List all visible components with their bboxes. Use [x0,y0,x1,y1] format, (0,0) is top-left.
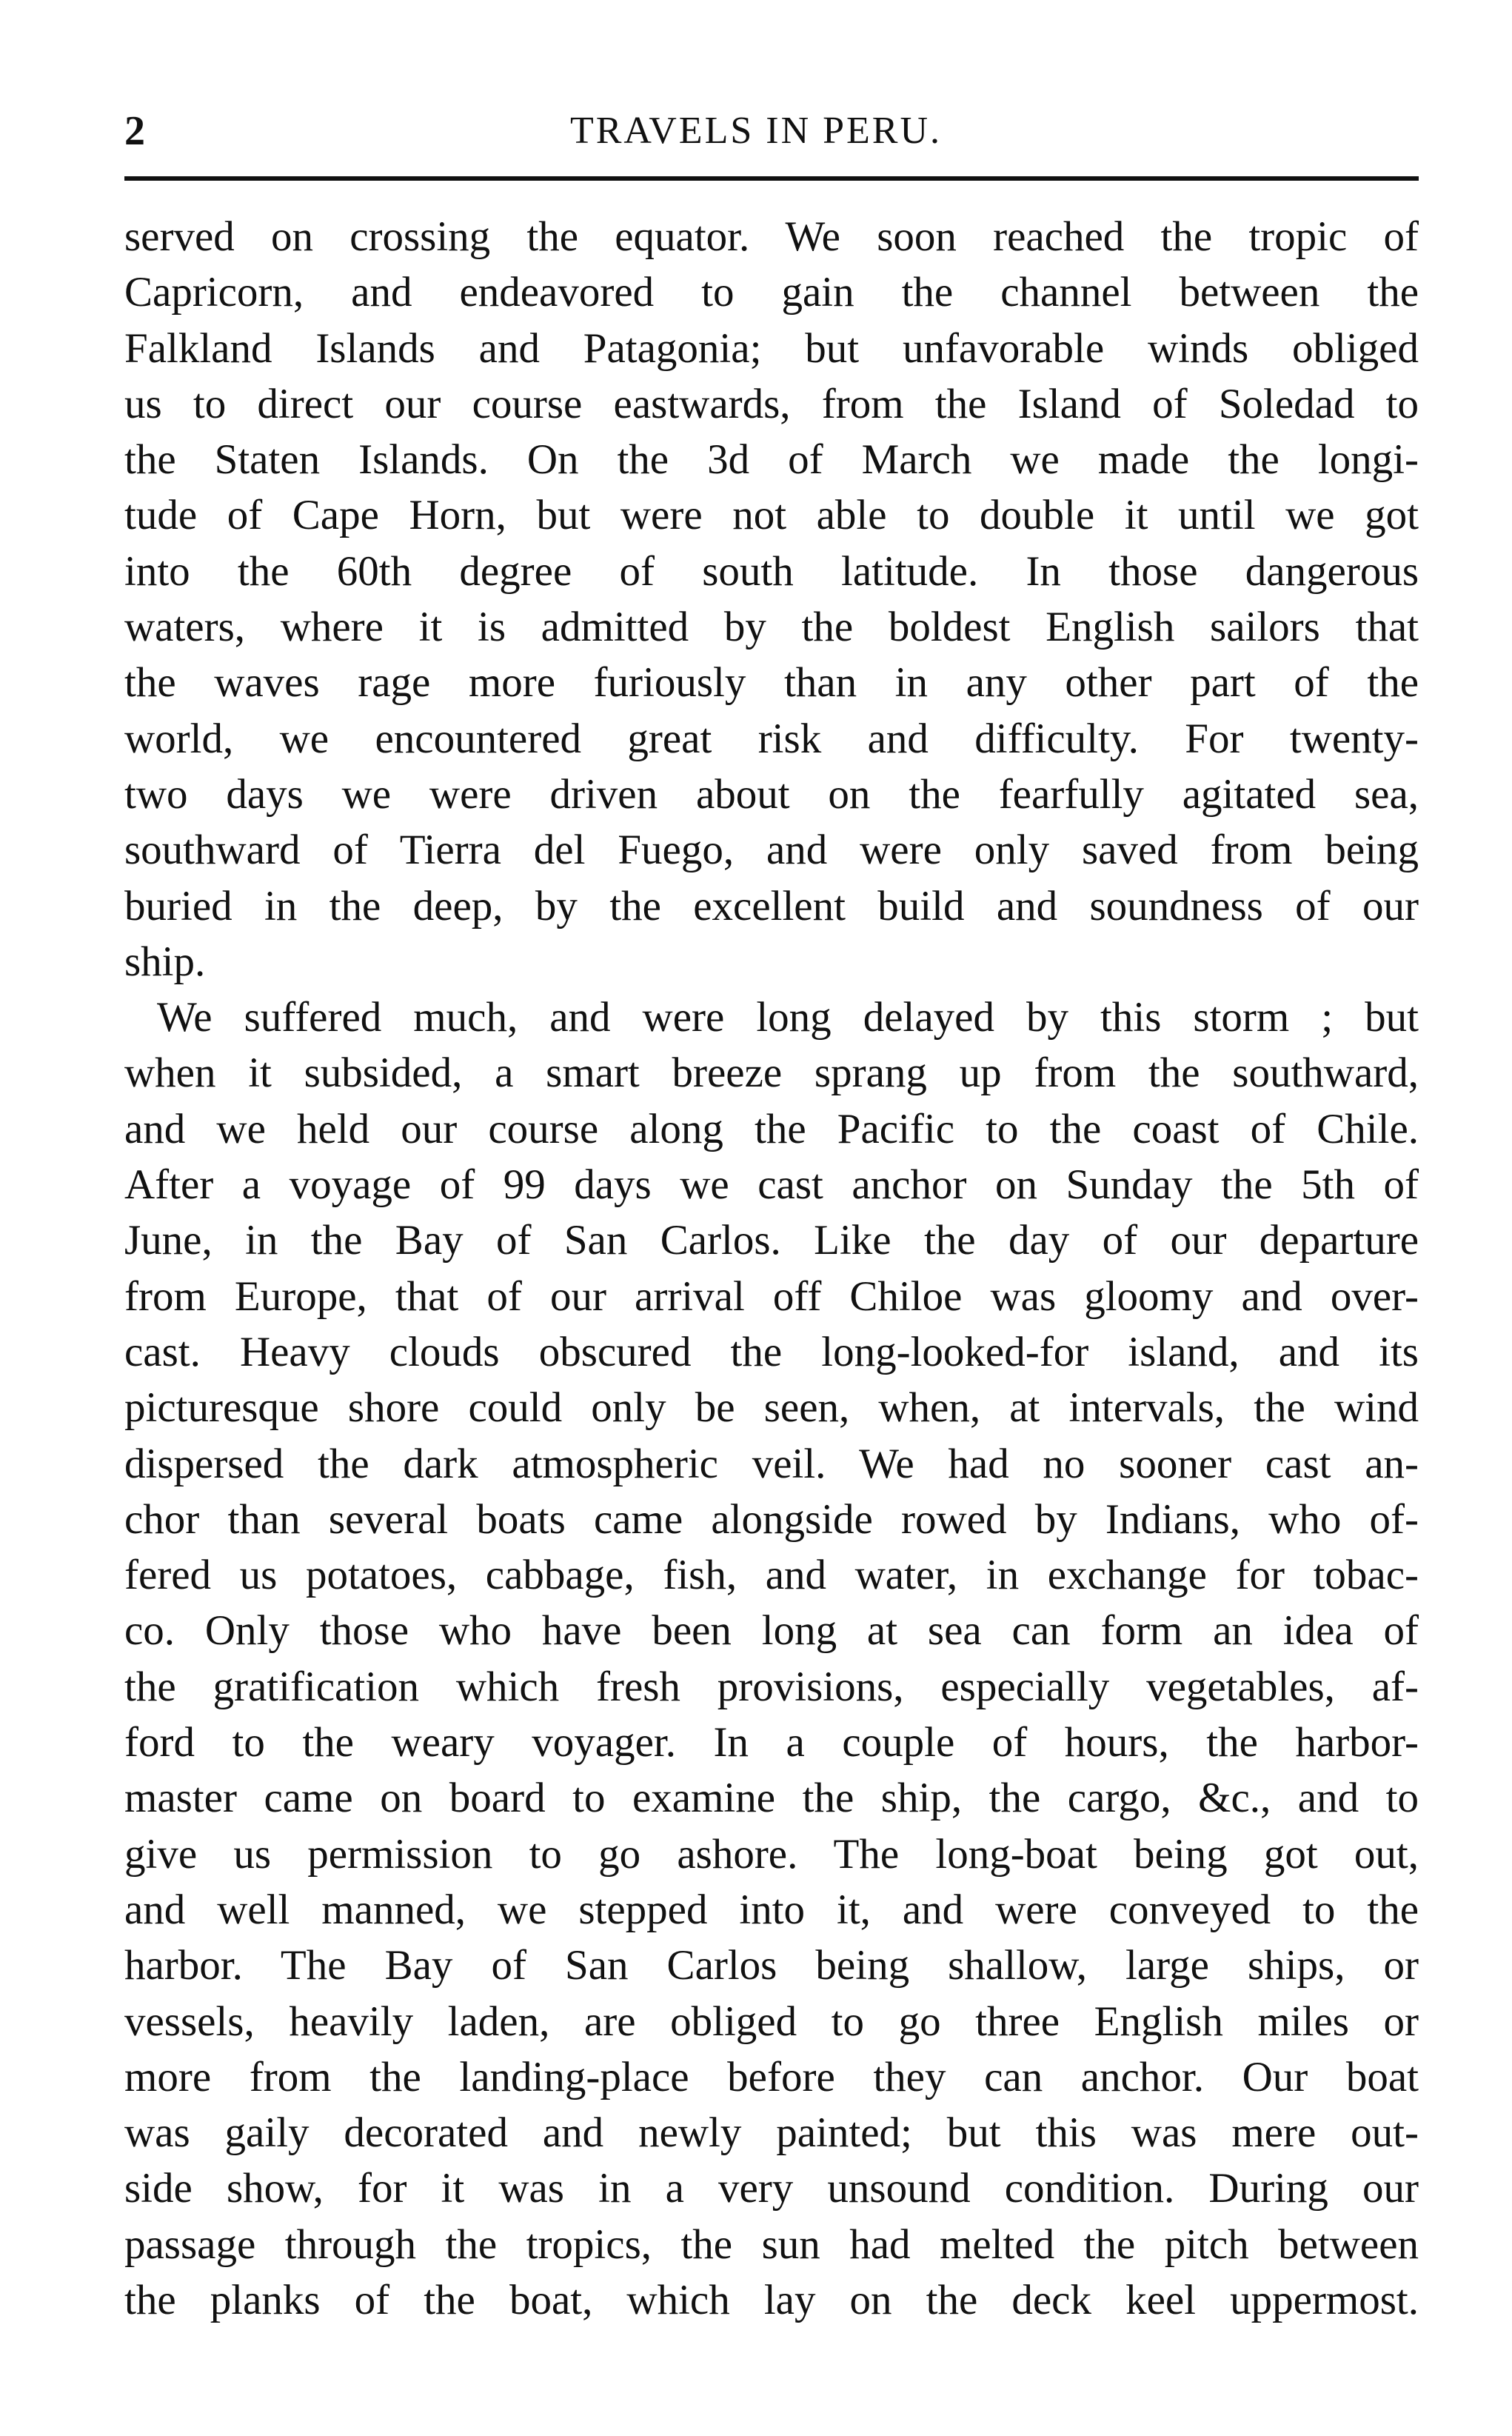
text-line: us to direct our course eastwards, from the Island of Soledad to [124,380,1419,427]
text-line: We suffered much, and were long delayed by this storm ; but [157,994,1419,1041]
text-line: southward of Tierra del Fuego, and were only saved from being [124,827,1419,874]
text-line: harbor. The Bay of San Carlos being shallow, large ships, or [124,1942,1419,1989]
text-line: the planks of the boat, which lay on the deck keel uppermost. [124,2276,1419,2323]
text-line: buried in the deep, by the excellent build and soundness of our [124,882,1419,930]
text-line: cast. Heavy clouds obscured the long-looked-for island, and its [124,1328,1419,1375]
text-line: when it subsided, a smart breeze sprang up from the southward, [124,1050,1419,1097]
running-title: TRAVELS IN PERU. [569,110,943,152]
text-line: was gaily decorated and newly painted; but this was mere out- [124,2109,1419,2157]
text-line: ford to the weary voyager. In a couple of hours, the harbor- [124,1719,1419,1766]
text-line: the Staten Islands. On the 3d of March we made the longi- [124,436,1419,484]
text-line: tude of Cape Horn, but were not able to double it until we got [124,492,1419,539]
body-text [124,209,1419,2328]
text-line: give us permission to go ashore. The long-boat being got out, [124,1830,1419,1878]
text-line: fered us potatoes, cabbage, fish, and water, in exchange for tobac- [124,1552,1419,1599]
text-line: into the 60th degree of south latitude. In those dangerous [124,547,1419,595]
header-rule [124,176,1419,181]
text-line: the waves rage more furiously than in any other part of the [124,659,1419,707]
text-line: dispersed the dark atmospheric veil. We had no sooner cast an- [124,1440,1419,1487]
text-line: co. Only those who have been long at sea can form an idea of [124,1607,1419,1655]
text-line: ship. [124,938,206,985]
page-number: 2 [124,108,145,154]
text-line: side show, for it was in a very unsound condition. During our [124,2165,1419,2212]
text-line: vessels, heavily laden, are obliged to go three English miles or [124,1998,1419,2045]
text-line: and we held our course along the Pacific to the coast of Chile. [124,1105,1419,1152]
text-line: waters, where it is admitted by the boldest English sailors that [124,604,1419,651]
text-line: Falkland Islands and Patagonia; but unfavorable winds obliged [124,324,1419,372]
text-line: chor than several boats came alongside rowed by Indians, who of- [124,1495,1419,1543]
text-line: master came on board to examine the ship, the cargo, &c., and to [124,1775,1419,1822]
text-line: June, in the Bay of San Carlos. Like the day of our departure [124,1217,1419,1264]
text-line: and well manned, we stepped into it, and were conveyed to the [124,1886,1419,1933]
text-line: picturesque shore could only be seen, when, at intervals, the wind [124,1384,1419,1432]
text-line: Capricorn, and endeavored to gain the channel between the [124,269,1419,316]
text-line: two days we were driven about on the fearfully agitated sea, [124,770,1419,818]
text-line: more from the landing-place before they can anchor. Our boat [124,2053,1419,2100]
text-line: After a voyage of 99 days we cast anchor on Sunday the 5th of [124,1161,1419,1209]
text-line: world, we encountered great risk and difficulty. For twenty- [124,715,1419,762]
text-line: from Europe, that of our arrival off Chiloe was gloomy and over- [124,1272,1419,1320]
text-line: passage through the tropics, the sun had melted the pitch between [124,2220,1419,2268]
text-line: the gratification which fresh provisions, especially vegetables, af- [124,1663,1419,1710]
text-line: served on crossing the equator. We soon reached the tropic of [124,213,1419,260]
